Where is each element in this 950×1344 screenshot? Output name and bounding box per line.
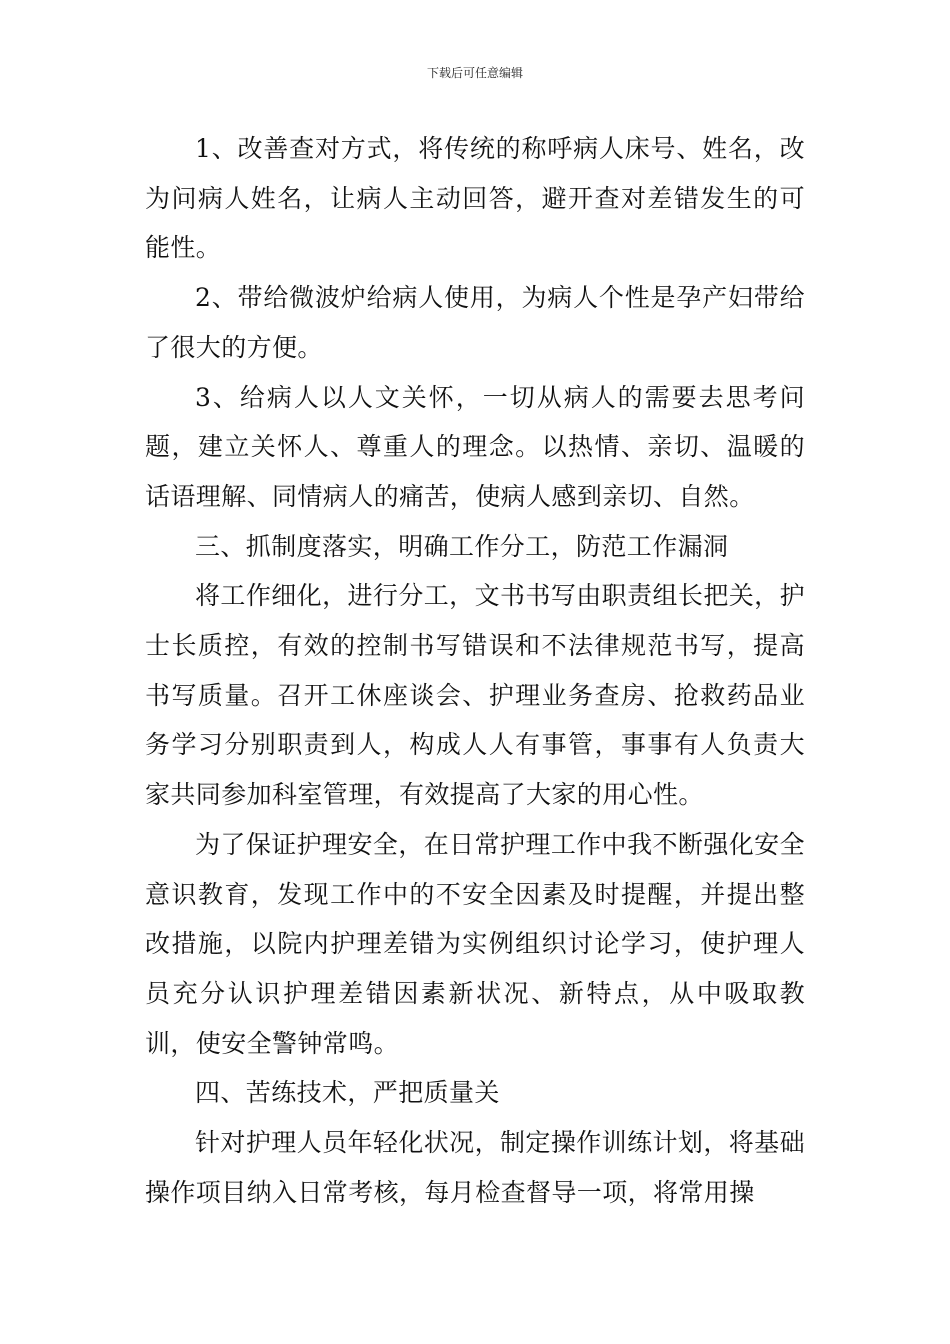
paragraph-microwave: 2、带给微波炉给病人使用，为病人个性是孕产妇带给了很大的方便。 <box>145 283 805 362</box>
paragraph-improve-checking: 1、改善查对方式，将传统的称呼病人床号、姓名，改为问病人姓名，让病人主动回答，避开查对差错发生的可能性。 <box>145 134 805 263</box>
document-body <box>145 124 805 1217</box>
page-header: 下载后可任意编辑 <box>426 66 523 80</box>
section-heading-skill-training: 四、苦练技术，严把质量关 <box>195 1078 500 1108</box>
paragraph-training-plan: 针对护理人员年轻化状况，制定操作训练计划，将基础操作项目纳入日常考核，每月检查督导一项，将常用操 <box>145 1128 805 1207</box>
paragraph-work-division: 将工作细化，进行分工，文书书写由职责组长把关，护士长质控，有效的控制书写错误和不法律规范书写，提高书写质量。召开工休座谈会、护理业务查房、抢救药品业务学习分别职责到人，构成人人有事管，事事有人负责大家共同参加科室管理，有效提高了大家的用心性。 <box>145 581 805 810</box>
paragraph-humanistic-care: 3、给病人以人文关怀，一切从病人的需要去思考问题，建立关怀人、尊重人的理念。以热情、亲切、温暖的话语理解、同情病人的痛苦，使病人感到亲切、自然。 <box>145 382 805 511</box>
section-heading-system-implementation: 三、抓制度落实，明确工作分工，防范工作漏洞 <box>195 531 729 561</box>
paragraph-safety-awareness: 为了保证护理安全，在日常护理工作中我不断强化安全意识教育，发现工作中的不安全因素及时提醒，并提出整改措施，以院内护理差错为实例组织讨论学习，使护理人员充分认识护理差错因素新状况、新特点，从中吸取教训，使安全警钟常鸣。 <box>145 829 805 1058</box>
